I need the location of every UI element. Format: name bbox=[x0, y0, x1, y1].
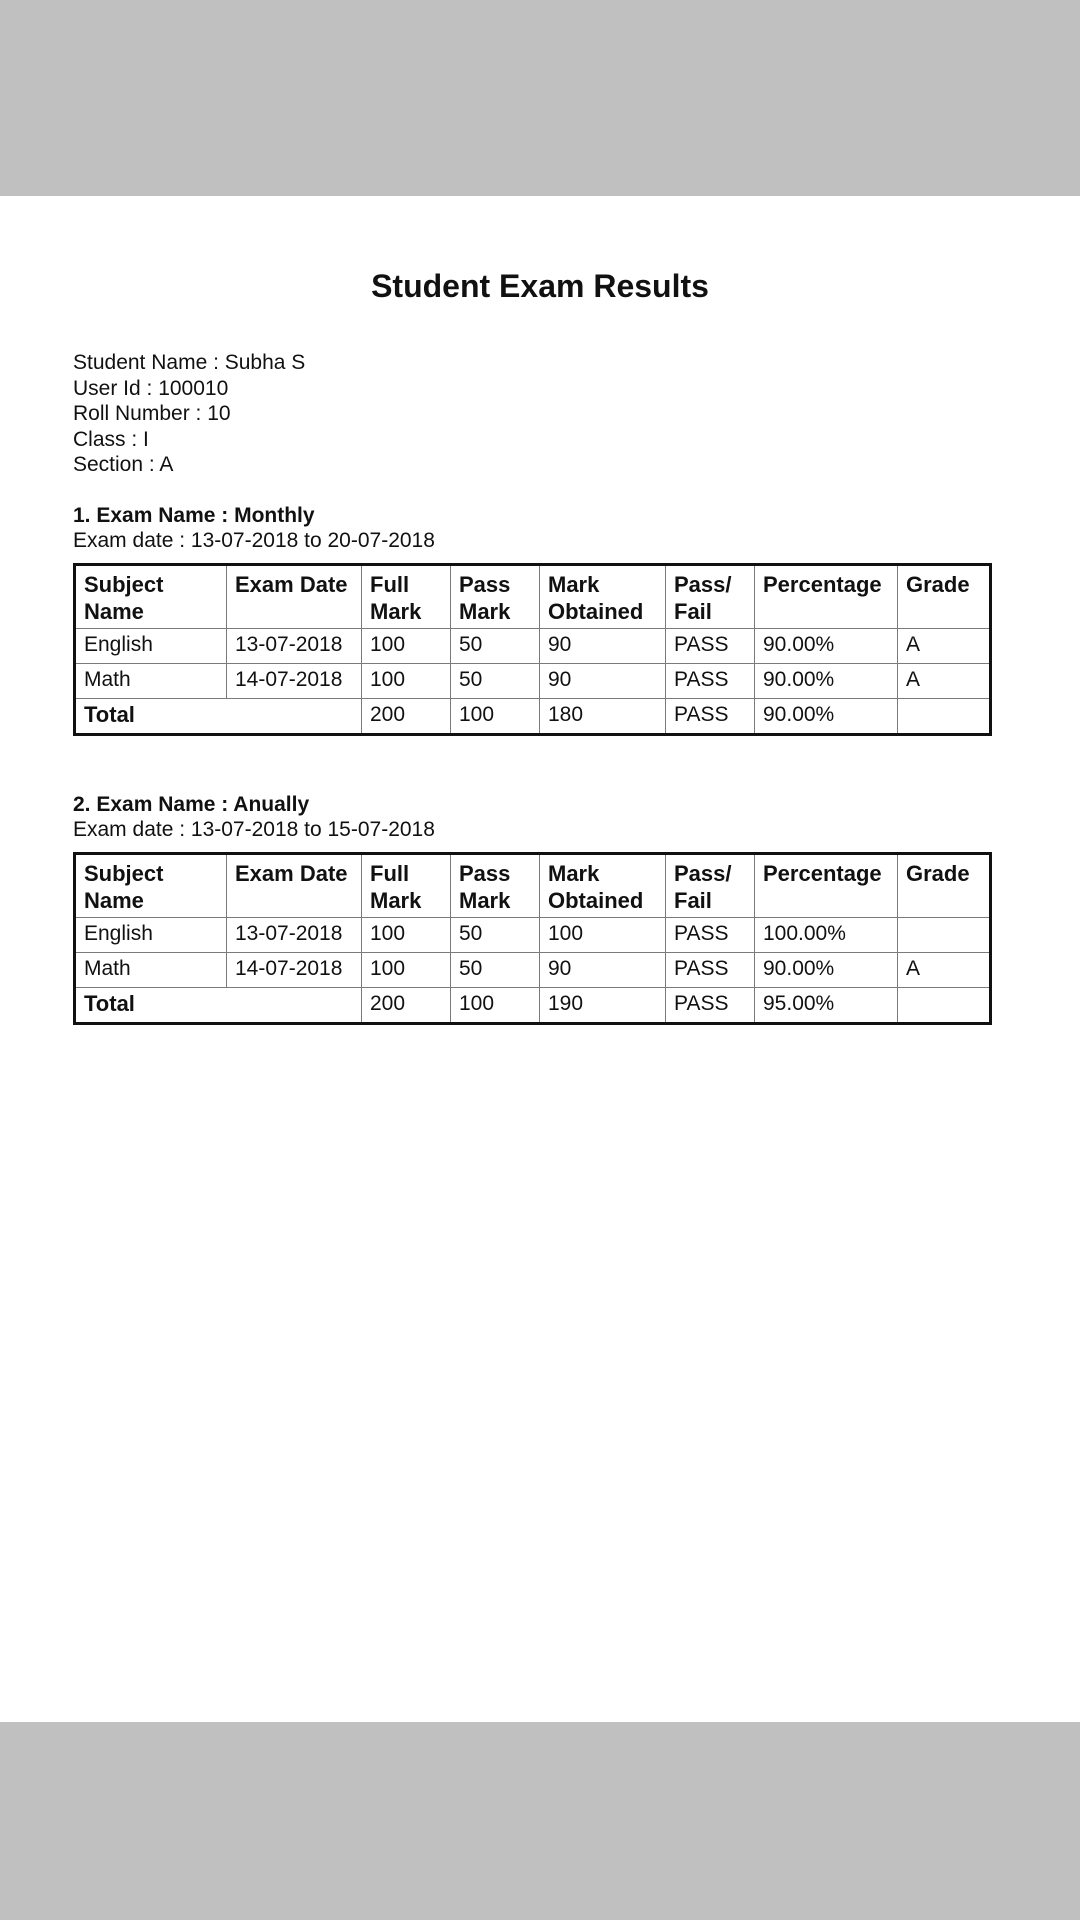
cell-full-mark: 100 bbox=[362, 953, 451, 988]
total-row bbox=[75, 988, 991, 1024]
col-subject-name: Subject Name bbox=[75, 565, 227, 629]
cell-date: 14-07-2018 bbox=[227, 664, 362, 699]
cell-grade bbox=[898, 918, 991, 953]
total-full-mark: 200 bbox=[362, 988, 451, 1024]
total-mark-obtained: 180 bbox=[540, 699, 666, 735]
student-info bbox=[73, 350, 305, 478]
cell-percentage: 90.00% bbox=[755, 953, 898, 988]
total-row bbox=[75, 699, 991, 735]
header-row bbox=[75, 565, 991, 629]
cell-grade: A bbox=[898, 953, 991, 988]
total-percentage: 90.00% bbox=[755, 699, 898, 735]
total-pass-mark: 100 bbox=[451, 988, 540, 1024]
cell-mark-obtained: 90 bbox=[540, 953, 666, 988]
exam-name: 2. Exam Name : Anually bbox=[73, 793, 310, 816]
exam-date-range: Exam date : 13-07-2018 to 15-07-2018 bbox=[73, 818, 435, 841]
cell-grade: A bbox=[898, 664, 991, 699]
total-pass-mark: 100 bbox=[451, 699, 540, 735]
col-grade: Grade bbox=[898, 854, 991, 918]
cell-full-mark: 100 bbox=[362, 664, 451, 699]
cell-full-mark: 100 bbox=[362, 918, 451, 953]
total-mark-obtained: 190 bbox=[540, 988, 666, 1024]
cell-full-mark: 100 bbox=[362, 629, 451, 664]
roll-number: Roll Number : 10 bbox=[73, 402, 231, 425]
total-label: Total bbox=[75, 988, 362, 1024]
cell-subject: Math bbox=[75, 953, 227, 988]
cell-percentage: 90.00% bbox=[755, 664, 898, 699]
cell-mark-obtained: 90 bbox=[540, 629, 666, 664]
student-name: Student Name : Subha S bbox=[73, 351, 306, 374]
total-grade bbox=[898, 988, 991, 1024]
results-table bbox=[73, 563, 992, 736]
total-label: Total bbox=[75, 699, 362, 735]
class: Class : I bbox=[73, 427, 149, 451]
table-row bbox=[75, 629, 991, 664]
results-table bbox=[73, 852, 992, 1025]
total-grade bbox=[898, 699, 991, 735]
col-pass-mark: Pass Mark bbox=[451, 854, 540, 918]
header-row bbox=[75, 854, 991, 918]
cell-date: 13-07-2018 bbox=[227, 629, 362, 664]
page-title: Student Exam Results bbox=[371, 268, 709, 304]
cell-subject: English bbox=[75, 918, 227, 953]
col-pass-fail: Pass/ Fail bbox=[666, 854, 755, 918]
exam-section-1 bbox=[73, 503, 989, 736]
table-row bbox=[75, 918, 991, 953]
exam-name: 1. Exam Name : Monthly bbox=[73, 504, 315, 527]
cell-pass-mark: 50 bbox=[451, 664, 540, 699]
col-subject-name: Subject Name bbox=[75, 854, 227, 918]
user-id: User Id : 100010 bbox=[73, 376, 229, 400]
cell-subject: Math bbox=[75, 664, 227, 699]
exam-section-2 bbox=[73, 792, 989, 1025]
col-grade: Grade bbox=[898, 565, 991, 629]
cell-pass-mark: 50 bbox=[451, 953, 540, 988]
cell-percentage: 90.00% bbox=[755, 629, 898, 664]
cell-result: PASS bbox=[666, 629, 755, 664]
col-percentage: Percentage bbox=[755, 854, 898, 918]
cell-pass-mark: 50 bbox=[451, 629, 540, 664]
col-mark-obtained: Mark Obtained bbox=[540, 854, 666, 918]
cell-pass-mark: 50 bbox=[451, 918, 540, 953]
col-mark-obtained: Mark Obtained bbox=[540, 565, 666, 629]
total-full-mark: 200 bbox=[362, 699, 451, 735]
total-percentage: 95.00% bbox=[755, 988, 898, 1024]
cell-grade: A bbox=[898, 629, 991, 664]
col-pass-fail: Pass/ Fail bbox=[666, 565, 755, 629]
cell-mark-obtained: 100 bbox=[540, 918, 666, 953]
report-page bbox=[0, 196, 1080, 1722]
cell-result: PASS bbox=[666, 953, 755, 988]
col-percentage: Percentage bbox=[755, 565, 898, 629]
table-row bbox=[75, 664, 991, 699]
col-exam-date: Exam Date bbox=[227, 854, 362, 918]
exam-date-range: Exam date : 13-07-2018 to 20-07-2018 bbox=[73, 529, 435, 552]
col-pass-mark: Pass Mark bbox=[451, 565, 540, 629]
cell-percentage: 100.00% bbox=[755, 918, 898, 953]
total-result: PASS bbox=[666, 988, 755, 1024]
cell-date: 13-07-2018 bbox=[227, 918, 362, 953]
col-full-mark: Full Mark bbox=[362, 565, 451, 629]
cell-subject: English bbox=[75, 629, 227, 664]
table-row bbox=[75, 953, 991, 988]
section: Section : A bbox=[73, 453, 174, 476]
cell-date: 14-07-2018 bbox=[227, 953, 362, 988]
cell-result: PASS bbox=[666, 918, 755, 953]
total-result: PASS bbox=[666, 699, 755, 735]
cell-result: PASS bbox=[666, 664, 755, 699]
cell-mark-obtained: 90 bbox=[540, 664, 666, 699]
col-exam-date: Exam Date bbox=[227, 565, 362, 629]
bottom-gray-band bbox=[0, 1722, 1080, 1920]
top-gray-band bbox=[0, 0, 1080, 196]
col-full-mark: Full Mark bbox=[362, 854, 451, 918]
